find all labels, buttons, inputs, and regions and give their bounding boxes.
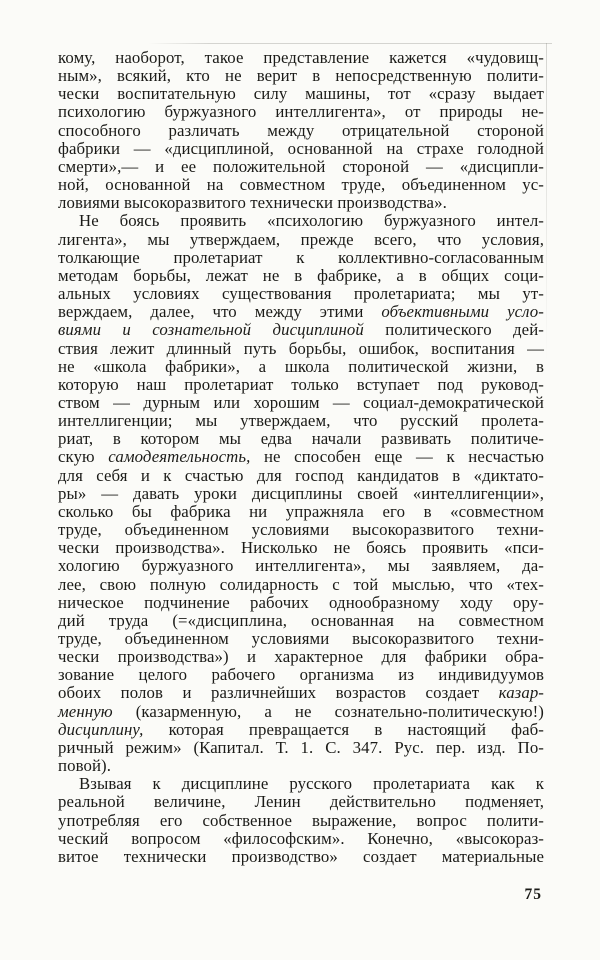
italic-text-segment: дисциплину,	[58, 719, 144, 739]
text-line	[58, 122, 544, 140]
text-segment: чески производства») и характерное для фабрики обра-	[58, 647, 544, 667]
text-line	[58, 684, 544, 702]
text-line	[58, 830, 544, 848]
text-line	[58, 194, 544, 212]
text-segment: интеллигенции; мы утверждаем, что русский пролета-	[58, 411, 544, 431]
text-segment: обоих полов и различнейших возрастов создает	[58, 683, 499, 703]
text-segment: чески производства». Нисколько не боясь проявить «пси-	[58, 538, 544, 558]
text-segment: (казарменную, а не сознательно-политическую!)	[112, 701, 544, 721]
text-line	[58, 557, 544, 575]
text-line	[58, 285, 544, 303]
italic-text-segment: менную	[58, 701, 113, 721]
text-segment: ным», всякий, кто не верит в непосредственную полити-	[58, 66, 544, 86]
text-line	[58, 430, 544, 448]
text-line	[58, 521, 544, 539]
text-segment: политического дей-	[363, 320, 545, 340]
text-line	[58, 303, 544, 321]
text-line	[58, 394, 544, 412]
text-segment: фабрики — «дисциплиной, основанной на страхе голодной	[58, 138, 544, 158]
text-segment: альных условиях существования пролетариата; мы ут-	[58, 284, 544, 304]
text-line	[58, 612, 544, 630]
text-line	[58, 212, 544, 230]
text-line	[58, 793, 544, 811]
text-line	[58, 630, 544, 648]
text-line	[58, 485, 544, 503]
text-line	[58, 739, 544, 757]
text-line	[58, 703, 544, 721]
text-line	[58, 158, 544, 176]
text-segment: хологию буржуазного интеллигента», мы заявляем, да-	[58, 556, 544, 576]
text-segment: ническое подчинение рабочих однообразному ходу ору-	[58, 592, 544, 612]
text-line	[58, 85, 544, 103]
text-segment: Взывая к дисциплине русского пролетариата как к	[79, 774, 544, 794]
text-line	[58, 775, 544, 793]
text-segment: смерти»,— и ее положительной стороной — «дисципли-	[58, 156, 544, 176]
text-segment: сколько бы фабрика ни упражняла его в «совместном	[58, 501, 544, 521]
scan-page-edge-vertical	[546, 43, 547, 363]
text-segment: кому, наоборот, такое представление кажется «чудовищ-	[58, 48, 544, 67]
text-line	[58, 467, 544, 485]
text-segment: ством — дурным или хорошим — социал-демократической	[58, 392, 544, 412]
text-line	[58, 539, 544, 557]
page-text	[58, 49, 544, 866]
text-segment: ной, основанной на совместном труде, объединенном ус-	[58, 175, 544, 195]
text-segment: Не боясь проявить «психологию буржуазного интел-	[79, 211, 544, 231]
text-line	[58, 594, 544, 612]
text-line	[58, 231, 544, 249]
italic-text-segment: виями и сознательной дисциплиной	[58, 320, 364, 340]
text-line	[58, 321, 544, 339]
text-line	[58, 412, 544, 430]
text-segment: методам борьбы, лежат не в фабрике, а в общих соци-	[58, 265, 544, 285]
italic-text-segment: казар-	[498, 683, 544, 703]
text-segment: ричный режим» (Капитал. Т. 1. С. 347. Рус. пер. изд. По-	[58, 737, 544, 757]
text-line	[58, 376, 544, 394]
text-line	[58, 176, 544, 194]
text-line	[58, 848, 544, 866]
text-segment: повой).	[58, 756, 112, 776]
text-segment: витое технически производство» создает материальные	[58, 846, 544, 866]
text-line	[58, 503, 544, 521]
text-segment: которую наш пролетариат только вступает под руковод-	[58, 374, 544, 394]
text-segment: которая превращается в настоящий фаб-	[143, 719, 544, 739]
scan-page-edge-horizontal	[148, 43, 552, 44]
text-line	[58, 358, 544, 376]
text-line	[58, 666, 544, 684]
text-line	[58, 267, 544, 285]
text-segment: для себя и к счастью для господ кандидатов в «диктато-	[58, 465, 544, 485]
italic-text-segment: самодеятельность,	[108, 447, 251, 467]
text-segment: употребляя его собственное выражение, вопрос полити-	[58, 810, 544, 830]
text-segment: не способен еще — к несчастью	[250, 447, 544, 467]
text-segment: труде, объединенном условиями высокоразвитого техни-	[58, 629, 544, 648]
text-line	[58, 576, 544, 594]
text-segment: ческий вопросом «философским». Конечно, «высокораз-	[58, 828, 544, 848]
page-number: 75	[524, 886, 542, 903]
text-line	[58, 249, 544, 267]
text-segment: дий труда (=«дисциплина, основанная на совместном	[58, 610, 544, 630]
text-line	[58, 757, 544, 775]
text-segment: лигента», мы утверждаем, прежде всего, что условия,	[58, 229, 544, 249]
text-line	[58, 721, 544, 739]
text-segment: риат, в котором мы едва начали развивать политиче-	[58, 429, 544, 449]
text-segment: лее, свою полную солидарность с той мыслью, что «тех-	[58, 574, 544, 594]
text-segment: ловиями высокоразвитого технически производства».	[58, 193, 447, 213]
text-segment: скую	[58, 447, 109, 467]
text-line	[58, 103, 544, 121]
text-segment: реальной величине, Ленин действительно подменяет,	[58, 792, 544, 812]
italic-text-segment: объективными усло-	[381, 302, 544, 322]
text-segment: ры» — давать уроки дисциплины своей «интеллигенции»,	[58, 483, 544, 503]
text-segment: труде, объединенном условиями высокоразвитого техни-	[58, 520, 544, 540]
text-segment: зование целого рабочего организма из индивидуумов	[58, 665, 544, 685]
text-line	[58, 140, 544, 158]
text-line	[58, 812, 544, 830]
text-segment: толкающие пролетариат к коллективно-согласованным	[58, 247, 544, 267]
text-line	[58, 448, 544, 466]
text-line	[58, 340, 544, 358]
text-line	[58, 49, 544, 67]
text-line	[58, 67, 544, 85]
text-line	[58, 648, 544, 666]
text-segment: способного различать между отрицательной стороной	[58, 120, 544, 140]
text-segment: не «школа фабрики», а школа политической жизни, в	[58, 356, 544, 376]
text-segment: верждаем, далее, что между этими	[58, 302, 382, 322]
text-segment: чески воспитательную силу машины, тот «сразу выдает	[58, 84, 544, 104]
text-segment: психологию буржуазного интеллигента», от природы не-	[58, 102, 544, 122]
text-segment: ствия лежит длинный путь борьбы, ошибок, воспитания —	[58, 338, 544, 358]
